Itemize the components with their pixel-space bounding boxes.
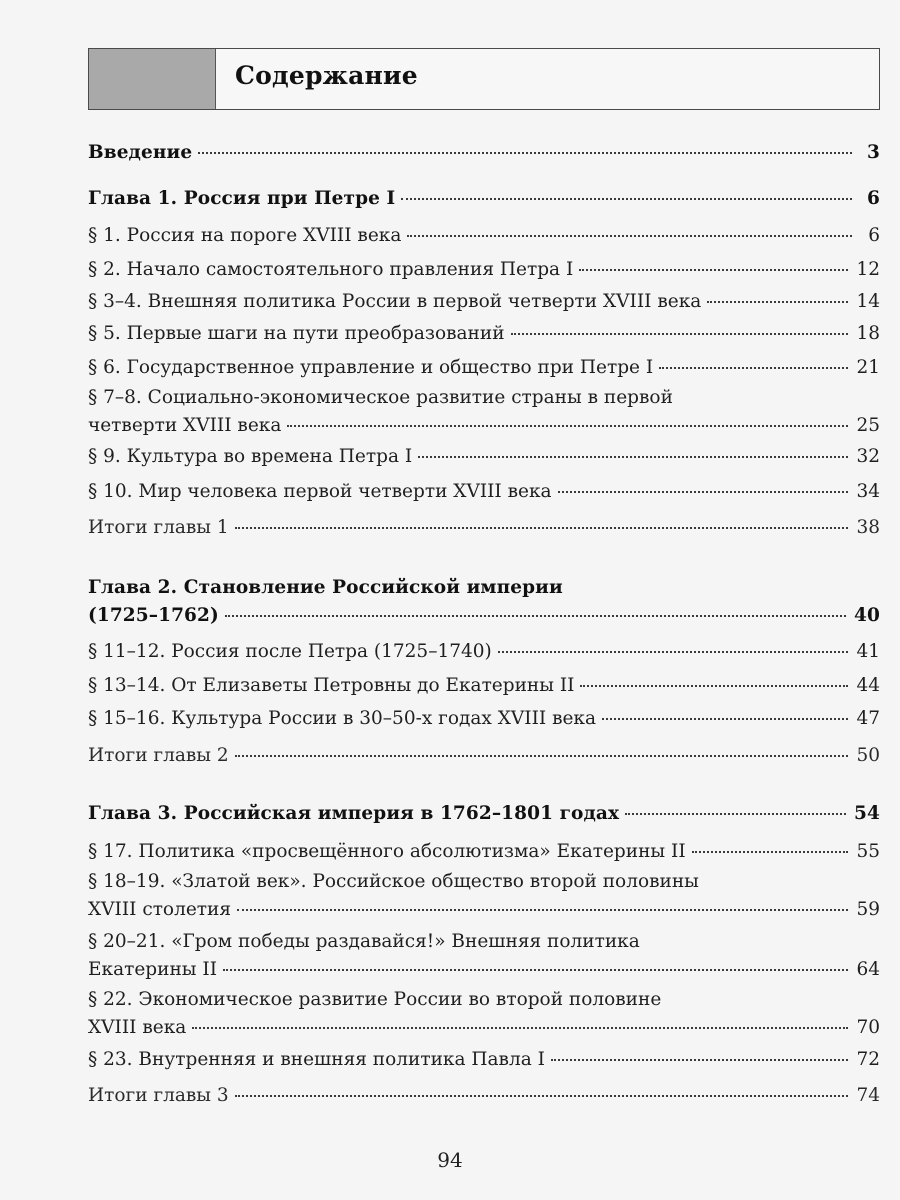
toc-entry-title: § 5. Первые шаги на пути преобразований [88,323,505,344]
leader-dots [580,685,848,687]
toc-entry-section-1[interactable] [88,222,880,250]
leader-dots [551,1059,849,1061]
leader-dots [407,235,852,237]
page-number: 94 [437,1148,463,1172]
toc-entry-page: 38 [856,517,880,538]
toc-entry-page: 55 [856,841,880,862]
toc-entry-section-18-19[interactable] [88,868,880,924]
toc-entry-title: Глава 3. Российская империя в 1762–1801 годах [88,803,620,824]
toc-entry-page: 21 [856,357,880,378]
toc-entry-title: § 3–4. Внешняя политика России в первой четверти XVIII века [88,291,702,312]
toc-entry-page: 74 [856,1085,880,1106]
toc-entry-section-3-4[interactable] [88,288,880,316]
toc-entry-section-15-16[interactable] [88,705,880,733]
leader-dots [223,969,848,971]
toc-entry-page: 50 [856,745,880,766]
leader-dots [625,813,846,815]
toc-entry-title: XVIII столетия [88,899,232,920]
toc-entry-section-17[interactable] [88,838,880,866]
toc-entry-page: 40 [854,605,880,626]
toc-entry-title: Итоги главы 3 [88,1085,229,1106]
toc-entry-title: Введение [88,142,193,163]
toc-entry-title-line1: § 18–19. «Златой век». Российское общество второй половины [88,871,699,892]
toc-entry-summary-2[interactable] [88,742,880,770]
toc-entry-page: 34 [856,481,880,502]
toc-entry-title: § 17. Политика «просвещённого абсолютизма» Екатерины II [88,841,686,862]
toc-entry-section-20-21[interactable] [88,928,880,984]
leader-dots [225,615,846,617]
toc-entry-title-line1: Глава 2. Становление Российской империи [88,577,563,598]
toc-entry-title-line1: § 7–8. Социально-экономическое развитие страны в первой [88,387,673,408]
toc-entry-section-5[interactable] [88,320,880,348]
toc-entry-page: 25 [856,415,880,436]
toc-entry-title: Екатерины II [88,959,218,980]
toc-entry-title: § 6. Государственное управление и общество при Петре I [88,357,654,378]
toc-entry-section-11-12[interactable] [88,638,880,666]
toc-entry-summary-3[interactable] [88,1082,880,1110]
leader-dots [659,367,848,369]
toc-entry-title: § 2. Начало самостоятельного правления Петра I [88,259,574,280]
leader-dots [511,333,849,335]
toc-entry-page: 44 [856,675,880,696]
toc-entry-page: 18 [856,323,880,344]
toc-entry-title: § 10. Мир человека первой четверти XVIII века [88,481,552,502]
leader-dots [692,851,849,853]
toc-entry-chapter-2[interactable] [88,574,880,630]
toc-entry-section-9[interactable] [88,443,880,471]
toc-entry-page: 3 [867,142,880,163]
leader-dots [602,718,848,720]
leader-dots [401,198,852,200]
toc-entry-page: 14 [856,291,880,312]
toc-entry-section-2[interactable] [88,256,880,284]
toc-entry-summary-1[interactable] [88,514,880,542]
leader-dots [707,301,848,303]
page-title: Содержание [235,61,418,90]
leader-dots [579,269,848,271]
toc-entry-introduction[interactable] [88,139,880,167]
toc-entry-page: 6 [867,188,880,209]
toc-entry-title: XVIII века [88,1017,187,1038]
toc-entry-page: 47 [856,708,880,729]
header-shade-block [89,49,216,109]
toc-entry-title: § 9. Культура во времена Петра I [88,446,413,467]
section-header [88,48,880,110]
toc-entry-page: 32 [856,446,880,467]
toc-entry-title-line1: § 22. Экономическое развитие России во второй половине [88,989,662,1010]
leader-dots [235,527,849,529]
leader-dots [237,909,848,911]
toc-entry-section-6[interactable] [88,354,880,382]
toc-entry-section-23[interactable] [88,1046,880,1074]
toc-entry-title: § 1. Россия на пороге XVIII века [88,225,402,246]
leader-dots [287,425,848,427]
toc-entry-page: 64 [856,959,880,980]
leader-dots [235,1095,849,1097]
toc-entry-title: Итоги главы 2 [88,745,229,766]
toc-entry-title: Глава 1. Россия при Петре I [88,188,396,209]
toc-entry-title: § 13–14. От Елизаветы Петровны до Екатерины II [88,675,575,696]
toc-entry-title: § 15–16. Культура России в 30–50-х годах XVIII века [88,708,597,729]
toc-entry-section-10[interactable] [88,478,880,506]
toc-entry-section-13-14[interactable] [88,672,880,700]
leader-dots [498,651,849,653]
toc-entry-title: четверти XVIII века [88,415,282,436]
toc-entry-page: 6 [868,225,880,246]
toc-entry-title: § 23. Внутренняя и внешняя политика Павла I [88,1049,545,1070]
toc-entry-title: (1725–1762) [88,605,219,626]
toc-entry-page: 41 [856,641,880,662]
leader-dots [235,755,849,757]
toc-entry-page: 70 [856,1017,880,1038]
toc-entry-title: § 11–12. Россия после Петра (1725–1740) [88,641,492,662]
toc-entry-section-7-8[interactable] [88,384,880,440]
leader-dots [192,1027,848,1029]
toc-entry-title-line1: § 20–21. «Гром победы раздавайся!» Внешняя политика [88,931,640,952]
toc-entry-chapter-3[interactable] [88,800,880,828]
leader-dots [558,491,849,493]
leader-dots [198,152,852,154]
toc-entry-page: 12 [856,259,880,280]
toc-entry-title: Итоги главы 1 [88,517,229,538]
leader-dots [418,456,848,458]
toc-entry-page: 54 [854,803,880,824]
toc-entry-section-22[interactable] [88,986,880,1042]
toc-entry-page: 72 [856,1049,880,1070]
toc-entry-page: 59 [856,899,880,920]
toc-entry-chapter-1[interactable] [88,185,880,213]
